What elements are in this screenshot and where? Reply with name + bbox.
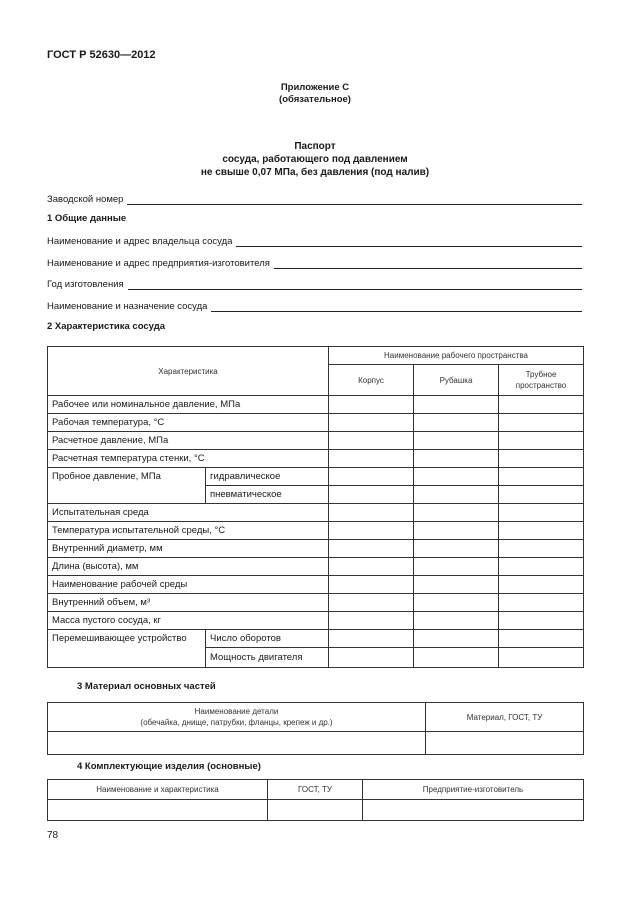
table-cell[interactable] [414, 630, 499, 648]
head-material: Материал, ГОСТ, ТУ [426, 703, 584, 732]
doc-title-line1: Паспорт [294, 141, 336, 152]
serial-number-line[interactable] [127, 194, 582, 205]
appendix-status: (обязательное) [279, 94, 351, 105]
appendix-title: Приложение С [280, 82, 350, 93]
table-row [48, 800, 584, 821]
doc-title-line3: не свыше 0,07 МПа, без давления (под налив) [200, 167, 430, 178]
head-part-name [48, 703, 426, 732]
head-part-line1: Наименование детали [194, 707, 279, 716]
table-cell[interactable] [329, 594, 414, 612]
manufacturer-label: Наименование и адрес предприятия-изготовителя [47, 258, 270, 269]
row-label: Перемешивающее устройство [48, 630, 206, 668]
table-cell[interactable] [499, 612, 584, 630]
table-cell[interactable] [414, 432, 499, 450]
row-sublabel: пневматическое [206, 486, 329, 504]
table-cell[interactable] [499, 630, 584, 648]
head-working-space: Наименование рабочего пространства [329, 347, 584, 365]
table-cell[interactable] [499, 540, 584, 558]
row-label: Испытательная среда [48, 504, 329, 522]
row-label: Внутренний диаметр, мм [48, 540, 329, 558]
table-cell[interactable] [414, 576, 499, 594]
table-cell[interactable] [499, 468, 584, 486]
table-cell[interactable] [414, 594, 499, 612]
row-label: Рабочее или номинальное давление, МПа [48, 396, 329, 414]
table-cell[interactable] [414, 504, 499, 522]
table-cell[interactable] [499, 558, 584, 576]
head-tube-line1: Трубное [525, 370, 557, 379]
table-cell[interactable] [329, 558, 414, 576]
doc-title-line2: сосуда, работающего под давлением [222, 154, 408, 165]
row-label: Наименование рабочей среды [48, 576, 329, 594]
purpose-field[interactable] [47, 298, 582, 312]
table-cell[interactable] [329, 522, 414, 540]
table-row [48, 732, 584, 755]
table-row [48, 540, 584, 558]
row-label: Длина (высота), мм [48, 558, 329, 576]
owner-label: Наименование и адрес владельца сосуда [47, 236, 233, 247]
section-3-title: 3 Материал основных частей [77, 681, 216, 692]
serial-number-field[interactable] [47, 191, 582, 205]
row-sublabel: Мощность двигателя [206, 648, 329, 668]
head-tube-line2: пространство [515, 381, 567, 390]
table-cell[interactable] [499, 648, 584, 668]
table-cell[interactable] [499, 396, 584, 414]
row-sublabel: Число оборотов [206, 630, 329, 648]
table-row [48, 522, 584, 540]
table-cell[interactable] [48, 732, 426, 755]
table-cell[interactable] [329, 414, 414, 432]
table-cell[interactable] [414, 468, 499, 486]
table-row [48, 612, 584, 630]
year-label: Год изготовления [47, 279, 124, 290]
materials-table [47, 702, 584, 755]
table-row [48, 594, 584, 612]
head-component-name: Наименование и характеристика [48, 780, 268, 800]
table-cell[interactable] [499, 486, 584, 504]
table-cell[interactable] [329, 504, 414, 522]
table-row [48, 576, 584, 594]
table-row [48, 630, 584, 648]
table-cell[interactable] [414, 558, 499, 576]
table-row [48, 450, 584, 468]
head-part-line2: (обечайка, днище, патрубки, фланцы, крепеж и др.) [140, 718, 333, 727]
table-cell[interactable] [268, 800, 363, 821]
row-label: Расчетная температура стенки, °С [48, 450, 329, 468]
table-cell[interactable] [329, 468, 414, 486]
table-cell[interactable] [363, 800, 584, 821]
table-cell[interactable] [329, 450, 414, 468]
section-1-title: 1 Общие данные [47, 213, 127, 224]
section-4-title: 4 Комплектующие изделия (основные) [77, 761, 261, 772]
table-row [48, 468, 584, 486]
table-cell[interactable] [414, 612, 499, 630]
table-cell[interactable] [329, 612, 414, 630]
row-label: Пробное давление, МПа [48, 468, 206, 504]
year-field[interactable] [47, 276, 582, 290]
head-jacket: Рубашка [414, 365, 499, 396]
manufacturer-line[interactable] [274, 258, 582, 269]
table-cell[interactable] [499, 576, 584, 594]
table-cell[interactable] [414, 648, 499, 668]
standard-number: ГОСТ Р 52630—2012 [47, 49, 156, 61]
head-tube-space [499, 365, 584, 396]
table-cell[interactable] [499, 504, 584, 522]
year-line[interactable] [128, 279, 582, 290]
head-characteristic: Характеристика [48, 347, 329, 396]
table-cell[interactable] [414, 522, 499, 540]
table-cell[interactable] [414, 486, 499, 504]
table-cell[interactable] [48, 800, 268, 821]
owner-line[interactable] [236, 236, 582, 247]
table-row [48, 414, 584, 432]
row-sublabel: гидравлическое [206, 468, 329, 486]
page-number: 78 [47, 830, 59, 841]
owner-field[interactable] [47, 233, 582, 247]
row-label: Расчетное давление, МПа [48, 432, 329, 450]
table-cell[interactable] [499, 450, 584, 468]
table-cell[interactable] [414, 540, 499, 558]
head-component-gost: ГОСТ, ТУ [268, 780, 363, 800]
serial-number-label: Заводской номер [47, 194, 124, 205]
row-label: Температура испытательной среды, °С [48, 522, 329, 540]
table-cell[interactable] [499, 414, 584, 432]
purpose-line[interactable] [211, 301, 582, 312]
row-label: Масса пустого сосуда, кг [48, 612, 329, 630]
table-row [48, 396, 584, 414]
table-cell[interactable] [414, 414, 499, 432]
manufacturer-field[interactable] [47, 255, 582, 269]
table-cell[interactable] [329, 648, 414, 668]
table-cell[interactable] [329, 576, 414, 594]
table-cell[interactable] [499, 522, 584, 540]
table-cell[interactable] [414, 450, 499, 468]
table-cell[interactable] [329, 630, 414, 648]
characteristics-table [47, 346, 584, 668]
table-row [48, 504, 584, 522]
head-component-maker: Предприятие-изготовитель [363, 780, 584, 800]
table-cell[interactable] [499, 594, 584, 612]
table-row [48, 558, 584, 576]
table-cell[interactable] [329, 540, 414, 558]
purpose-label: Наименование и назначение сосуда [47, 301, 208, 312]
table-cell[interactable] [414, 396, 499, 414]
table-row [48, 432, 584, 450]
table-cell[interactable] [426, 732, 584, 755]
table-cell[interactable] [499, 432, 584, 450]
table-cell[interactable] [329, 432, 414, 450]
section-2-title: 2 Характеристика сосуда [47, 321, 166, 332]
row-label: Рабочая температура, °С [48, 414, 329, 432]
components-table [47, 779, 584, 821]
row-label: Внутренний объем, м³ [48, 594, 329, 612]
table-cell[interactable] [329, 396, 414, 414]
table-cell[interactable] [329, 486, 414, 504]
head-body: Корпус [329, 365, 414, 396]
